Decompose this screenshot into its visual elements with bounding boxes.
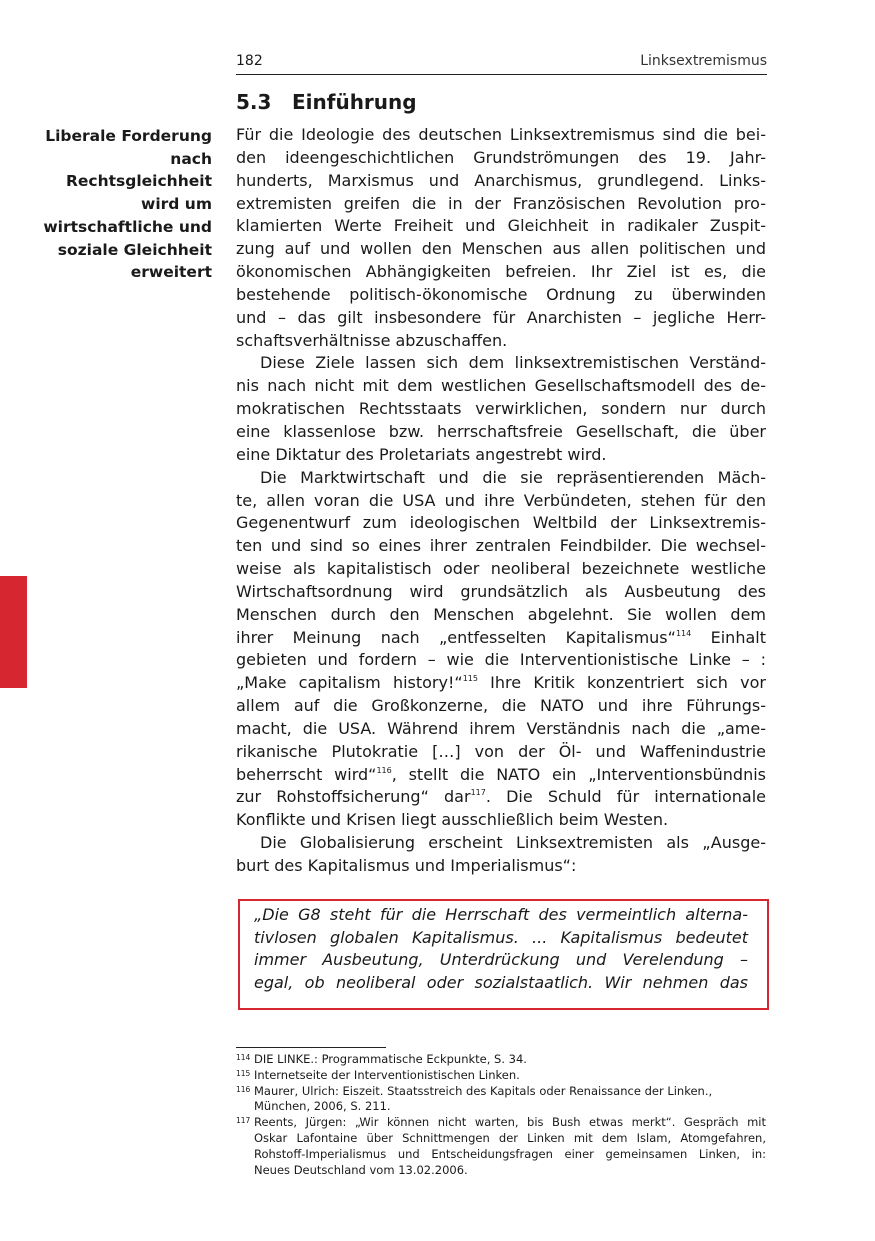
body-line: burt des Kapitalismus und Imperialismus“: <box>236 856 577 875</box>
body-line: gebieten und fordern – wie die Interventionistische Linke – : <box>236 650 766 670</box>
body-text-run: Ihre Kritik konzentriert sich vor <box>477 673 766 693</box>
quote-line: tivlosen globalen Kapitalismus. ... Kapitalismus bedeutet <box>254 927 748 947</box>
body-line: mokratischen Rechtsstaats verwirklichen, sondern nur durch <box>236 399 766 419</box>
footnote-ref-115[interactable]: 115 <box>462 674 478 684</box>
footnote-line: Reents, Jürgen: „Wir können nicht warten, bis Bush etwas merkt“. Gespräch mit <box>254 1115 766 1130</box>
body-line: hunderts, Marxismus und Anarchismus, grundlegend. Links- <box>236 170 766 190</box>
footnote-line: Maurer, Ulrich: Eiszeit. Staatsstreich des Kapitals oder Renaissance der Linken., <box>254 1083 713 1098</box>
body-text <box>236 124 766 878</box>
footnote-115 <box>236 1068 766 1084</box>
body-line: Konflikte und Krisen liegt ausschließlich beim Westen. <box>236 810 669 830</box>
body-line: den ideengeschichtlichen Grundströmungen des 19. Jahr- <box>236 147 766 167</box>
body-line: zung auf und wollen den Menschen aus allen politischen und <box>236 239 766 259</box>
footnote-117 <box>236 1115 766 1178</box>
body-text-run: Einhalt <box>691 627 766 647</box>
body-line: Die Marktwirtschaft und die sie repräsentierenden Mäch- <box>260 467 766 487</box>
margin-note-line: soziale Gleichheit <box>57 240 212 259</box>
body-line: te, allen voran die USA und ihre Verbündeten, stehen für den <box>236 490 766 510</box>
body-line: ökonomischen Abhängigkeiten befreien. Ihr Ziel ist es, die <box>236 262 766 282</box>
footnote-line: Oskar Lafontaine über Schnittmengen der Linken mit dem Islam, Atomgefahren, <box>254 1130 766 1145</box>
body-line: nis nach nicht mit dem westlichen Gesellschaftsmodell des de- <box>236 376 766 396</box>
body-line: Gegenentwurf zum ideologischen Weltbild der Linksextremis- <box>236 513 766 533</box>
footnote-line: Internetseite der Interventionistischen Linken. <box>254 1067 520 1082</box>
body-line: eine Diktatur des Proletariats angestrebt wird. <box>236 444 607 464</box>
footnote-line: Rohstoff-Imperialismus und Entscheidungsfragen einer gemeinsamen Linken, in: <box>254 1146 766 1161</box>
body-line: klamierten Werte Freiheit und Gleichheit in radikaler Zuspit- <box>236 216 766 236</box>
section-number: 5.3 <box>236 90 272 114</box>
footnote-number: 114 <box>236 1053 251 1062</box>
body-line: Menschen durch den Menschen abgelehnt. Sie wollen dem <box>236 604 766 624</box>
footnote-line: DIE LINKE.: Programmatische Eckpunkte, S. 34. <box>254 1052 527 1066</box>
body-text-run: . Die Schuld für internationale <box>485 787 766 807</box>
footnote-line: Neues Deutschland vom 13.02.2006. <box>254 1162 468 1177</box>
quote-text <box>254 904 748 994</box>
body-line: Für die Ideologie des deutschen Linksextremismus sind die bei- <box>236 125 766 144</box>
page-number: 182 <box>236 53 263 69</box>
footnote-rule <box>236 1047 386 1048</box>
quote-line: immer Ausbeutung, Unterdrückung und Verelendung – <box>254 950 748 970</box>
margin-note-line: Liberale Forderung <box>45 127 212 145</box>
body-line: Diese Ziele lassen sich dem linksextremistischen Verständ- <box>260 353 766 373</box>
footnote-114 <box>236 1052 766 1068</box>
body-line: Die Globalisierung erscheint Linksextremisten als „Ausge- <box>260 833 766 853</box>
body-line <box>236 627 766 650</box>
body-line: ten und sind so eines ihrer zentralen Feindbilder. Die wechsel- <box>236 536 766 556</box>
body-line: macht, die USA. Während ihrem Verständnis nach die „ame- <box>236 718 766 738</box>
body-line: schaftsverhältnisse abzuschaffen. <box>236 330 508 350</box>
footnote-number: 115 <box>236 1068 251 1078</box>
footnotes <box>236 1052 766 1178</box>
footnote-ref-114[interactable]: 114 <box>675 628 692 638</box>
chapter-thumb-tab <box>0 576 27 688</box>
margin-note-line: erweitert <box>130 263 212 282</box>
body-line: bestehende politisch-ökonomische Ordnung zu überwinden <box>236 284 766 304</box>
body-line <box>236 764 766 787</box>
footnote-ref-117[interactable]: 117 <box>470 788 486 798</box>
running-title: Linksextremismus <box>640 53 767 69</box>
margin-note-line: nach <box>170 149 212 168</box>
body-line: und – das gilt insbesondere für Anarchisten – jegliche Herr- <box>236 307 766 327</box>
body-text-run: zur Rohstoffsicherung“ dar <box>236 787 471 807</box>
margin-note-line: wirtschaftliche und <box>43 217 212 236</box>
body-text-run: ihrer Meinung nach „entfesselten Kapitalismus“ <box>236 627 676 647</box>
quote-line: „Die G8 steht für die Herrschaft des vermeintlich alterna- <box>254 905 748 924</box>
footnote-116 <box>236 1084 766 1116</box>
footnote-line: München, 2006, S. 211. <box>254 1099 391 1114</box>
margin-note <box>30 125 212 284</box>
body-line: weise als kapitalistisch oder neoliberal bezeichnete westliche <box>236 559 766 579</box>
body-line: eine klassenlose bzw. herrschaftsfreie Gesellschaft, die über <box>236 421 766 441</box>
footnote-ref-116[interactable]: 116 <box>376 765 392 775</box>
footnote-number: 116 <box>236 1084 251 1094</box>
section-heading <box>236 90 417 114</box>
body-text-run: „Make capitalism history!“ <box>236 673 463 693</box>
quote-line: egal, ob neoliberal oder sozialstaatlich. Wir nehmen das <box>254 972 748 992</box>
body-line: rikanische Plutokratie […] von der Öl- und Waffenindustrie <box>236 741 766 761</box>
margin-note-line: Rechtsgleichheit <box>65 172 212 191</box>
body-text-run: , stellt die NATO ein „Interventionsbündnis <box>391 764 767 784</box>
footnote-number: 117 <box>236 1116 251 1126</box>
margin-note-line: wird um <box>141 195 212 214</box>
body-line <box>236 786 766 809</box>
body-line <box>236 672 766 695</box>
body-line: Wirtschaftsordnung wird grundsätzlich als Ausbeutung des <box>236 581 766 601</box>
section-title: Einführung <box>292 90 417 114</box>
body-line: allem auf die Großkonzerne, die NATO und ihre Führungs- <box>236 696 766 716</box>
page-header <box>236 52 767 75</box>
body-line: extremisten greifen die in der Französischen Revolution pro- <box>236 193 766 213</box>
body-text-run: beherrscht wird“ <box>236 764 377 784</box>
